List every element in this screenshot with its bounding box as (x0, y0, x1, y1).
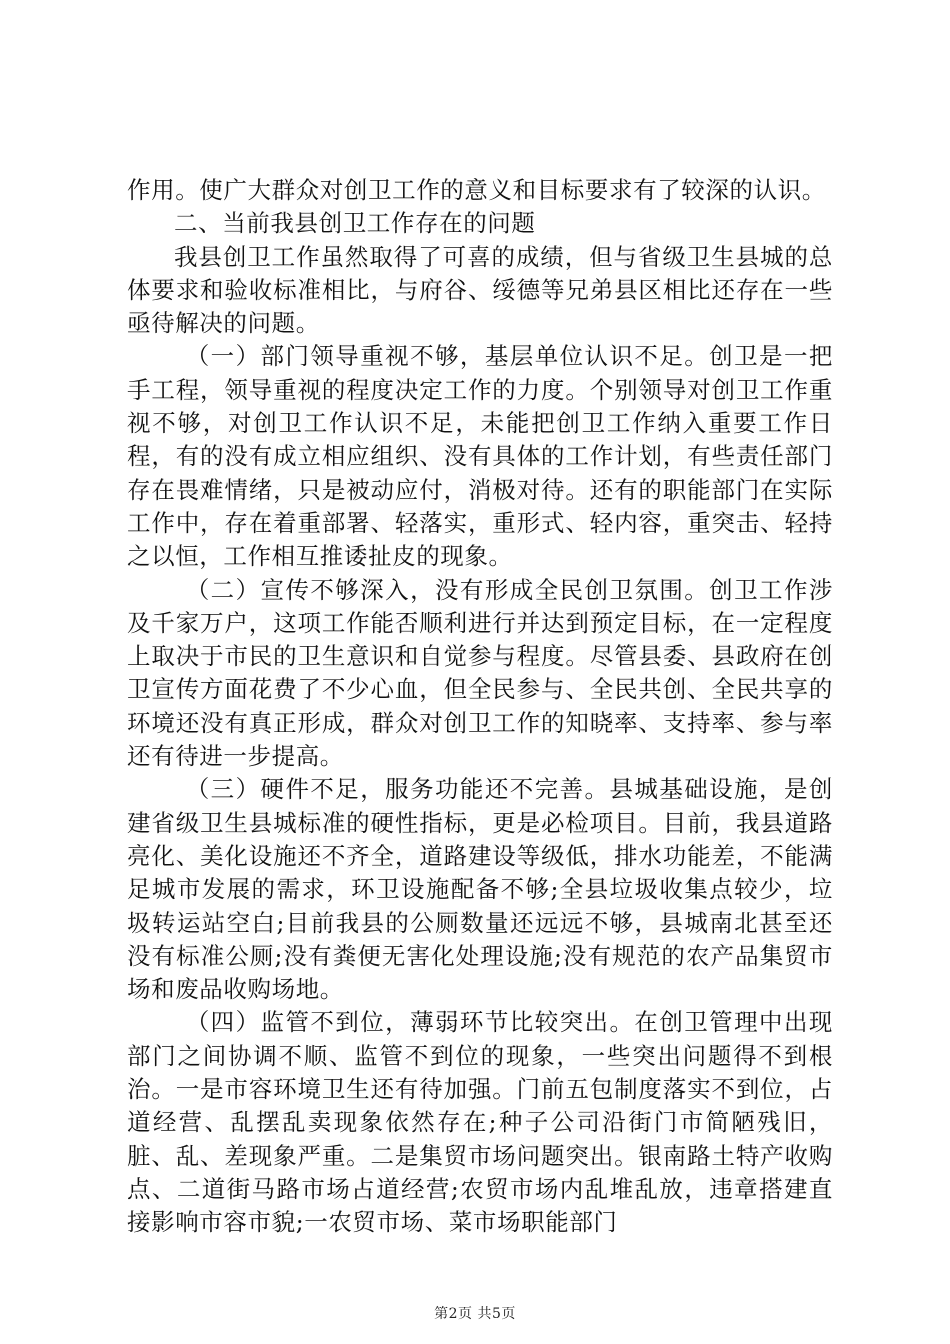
paragraph-intro: 我县创卫工作虽然取得了可喜的成绩，但与省级卫生县城的总体要求和验收标准相比，与府谷、绥德等兄弟县区相比还存在一些亟待解决的问题。 (127, 242, 833, 338)
paragraph-continuation: 作用。使广大群众对创卫工作的意义和目标要求有了较深的认识。 (127, 176, 826, 204)
page-footer (0, 1305, 950, 1323)
paragraph-item-1: （一）部门领导重视不够，基层单位认识不足。创卫是一把手工程，领导重视的程度决定工作的力度。个别领导对创卫工作重视不够，对创卫工作认识不足，未能把创卫工作纳入重要工作日程，有的没有成立相应组织、没有具体的工作计划，有些责任部门存在畏难情绪，只是被动应付，消极对待。还有的职能部门在实际工作中，存在着重部署、轻落实，重形式、轻内容，重突击、轻持之以恒，工作相互推诿扯皮的现象。 (127, 342, 833, 571)
paragraph-item-2: （二）宣传不够深入，没有形成全民创卫氛围。创卫工作涉及千家万户，这项工作能否顺利进行并达到预定目标，在一定程度上取决于市民的卫生意识和自觉参与程度。尽管县委、县政府在创卫宣传方面花费了不少心血，但全民参与、全民共创、全民共享的环境还没有真正形成，群众对创卫工作的知晓率、支持率、参与率还有待进一步提高。 (127, 575, 833, 771)
document-body (127, 174, 833, 1240)
page-number-label: 第2页 共5页 (434, 1306, 516, 1322)
section-heading: 二、当前我县创卫工作存在的问题 (174, 209, 536, 238)
paragraph-item-4: （四）监管不到位，薄弱环节比较突出。在创卫管理中出现部门之间协调不顺、监管不到位的现象，一些突出问题得不到根治。一是市容环境卫生还有待加强。门前五包制度落实不到位，占道经营、乱摆乱卖现象依然存在;种子公司沿街门市简陋残旧，脏、乱、差现象严重。二是集贸市场问题突出。银南路土特产收购点、二道街马路市场占道经营;农贸市场内乱堆乱放，违章搭建直接影响市容市貌;一农贸市场、菜市场职能部门 (127, 1008, 833, 1237)
paragraph-item-3: （三）硬件不足，服务功能还不完善。县城基础设施，是创建省级卫生县城标准的硬性指标，更是必检项目。目前，我县道路亮化、美化设施还不齐全，道路建设等级低，排水功能差，不能满足城市发展的需求，环卫设施配备不够;全县垃圾收集点较少，垃圾转运站空白;目前我县的公厕数量还远远不够，县城南北甚至还没有标准公厕;没有粪便无害化处理设施;没有规范的农产品集贸市场和废品收购场地。 (127, 775, 833, 1004)
